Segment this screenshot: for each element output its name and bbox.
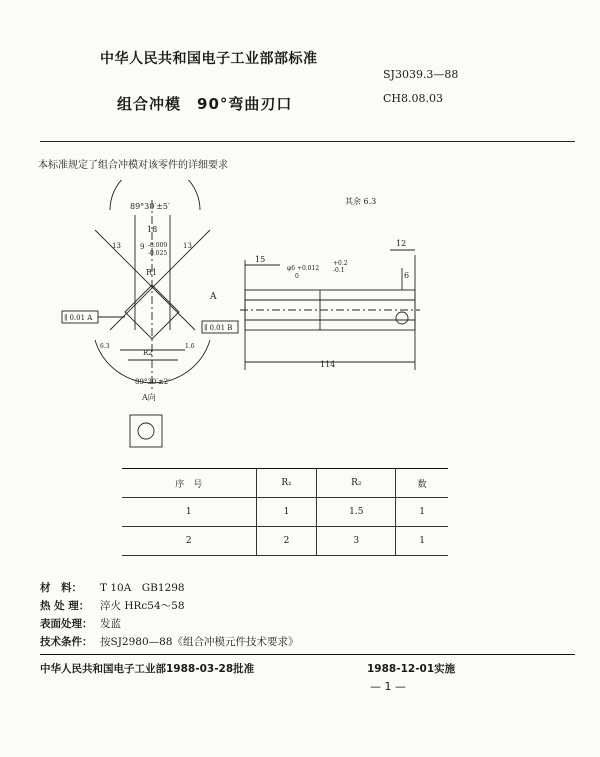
tolerance-lower: -0.025 (148, 250, 168, 257)
arc-roughness-2: 1.6 (185, 343, 195, 350)
header-rule (40, 141, 575, 142)
table-header: R₁ (256, 469, 317, 498)
dimension-114: 114 (320, 360, 336, 369)
spec-label: 材 料： (40, 582, 82, 594)
spec-value: 淬火 HRc54～58 (100, 600, 185, 612)
table-row (122, 527, 448, 556)
spec-label: 表面处理： (40, 618, 93, 630)
roughness-note: 其余 6.3 (345, 197, 377, 206)
table-cell: 2 (122, 527, 256, 556)
angle-dimension: 89°30′±5′ (130, 202, 170, 211)
table-cell: 1.5 (317, 498, 396, 527)
dimension-13-left: 13 (112, 242, 121, 250)
dimension-12: 12 (396, 239, 407, 248)
table-header: 数 (396, 469, 448, 498)
technical-drawing (0, 180, 600, 470)
table-cell: 1 (396, 527, 448, 556)
diameter-note-lower: 0 (295, 273, 299, 280)
dimension-15: 15 (255, 255, 266, 264)
intro-text: 本标准规定了组合冲模对该零件的详细要求 (38, 160, 228, 171)
parameter-table (122, 468, 448, 556)
dimension-9: 9 (140, 243, 145, 251)
tolerance-plus: +0.2 (333, 260, 348, 267)
dimension-6: 6 (404, 271, 410, 280)
standard-number: SJ3039.3—88 (383, 68, 459, 81)
spec-surface (40, 616, 121, 631)
width-dimension: 18 (147, 225, 158, 234)
issuing-organization: 中华人民共和国电子工业部部标准 (100, 51, 318, 67)
front-view-cutter (95, 180, 210, 390)
spec-material (40, 580, 185, 595)
table-header: 序 号 (122, 469, 256, 498)
arc-roughness-1: 6.3 (100, 343, 110, 350)
spec-heat-treatment (40, 598, 185, 613)
approval-note: 中华人民共和国电子工业部1988-03-28批准 (40, 663, 255, 675)
table-header: R₂ (317, 469, 396, 498)
footer-rule (40, 654, 575, 655)
table-cell: 1 (122, 498, 256, 527)
radius-r2-label: R2 (143, 349, 153, 357)
page-number: — 1 — (370, 680, 406, 693)
gd-tolerance-b: ∥ 0.01 B (204, 324, 233, 332)
a-view-square (130, 415, 162, 447)
table-cell: 3 (317, 527, 396, 556)
tolerance-upper: -0.009 (148, 242, 168, 249)
implementation-date: 1988-12-01实施 (367, 663, 456, 675)
tolerance-minus: -0.1 (333, 267, 345, 274)
spec-label: 技术条件： (40, 636, 93, 648)
radius-r1-label: R1 (146, 268, 158, 277)
diameter-note: φ6 +0.012 (287, 265, 320, 272)
gd-tolerance-a: ∥ 0.01 A (64, 314, 93, 322)
table-header-row (122, 469, 448, 498)
view-arrow-a: A (210, 292, 217, 302)
spec-value: 发蓝 (100, 618, 121, 630)
table-cell: 1 (256, 498, 317, 527)
spec-value: 按SJ2980—88《组合冲模元件技术要求》 (100, 636, 299, 648)
a-view-label: A向 (142, 393, 156, 402)
spec-label: 热 处 理： (40, 600, 90, 612)
bottom-angle-dimension: 89°30′±2′ (135, 378, 170, 386)
dimension-13-right: 13 (183, 242, 192, 250)
spec-value: T 10A GB1298 (100, 582, 185, 594)
table-cell: 2 (256, 527, 317, 556)
table-row (122, 498, 448, 527)
document-title: 组合冲模 90°弯曲刃口 (117, 95, 293, 113)
side-view-shank (240, 250, 420, 370)
spec-technical (40, 634, 298, 649)
standard-code: CH8.08.03 (383, 92, 443, 105)
table-cell: 1 (396, 498, 448, 527)
